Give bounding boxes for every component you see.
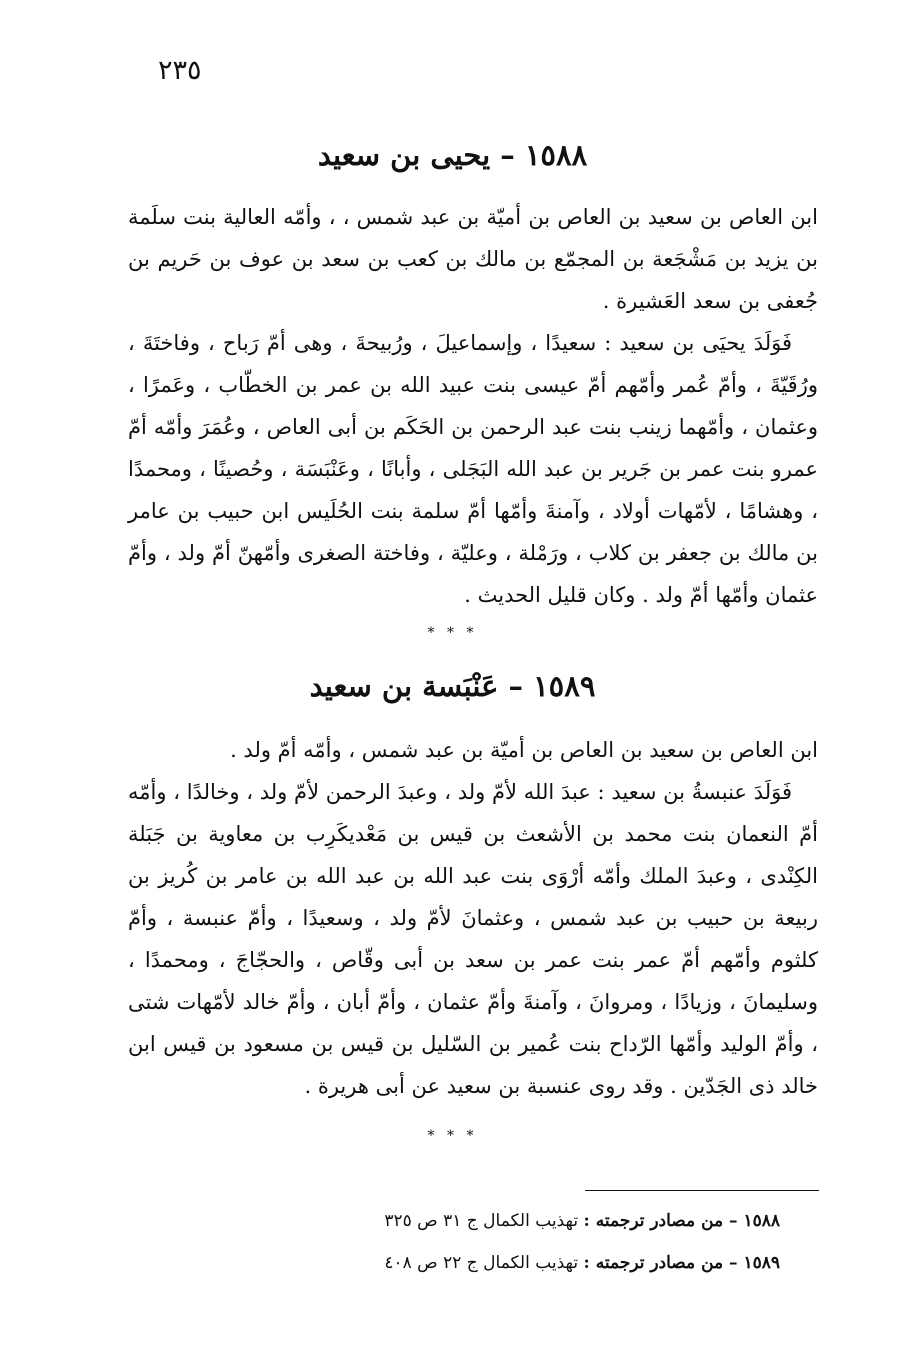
entry-title-1588: ١٥٨٨ – يحيى بن سعيد: [317, 138, 588, 172]
footnote-1588: [300, 1208, 780, 1234]
page-number: ٢٣٥: [158, 55, 202, 86]
footnote-lead: ١٥٨٩ – من مصادر ترجمته :: [583, 1253, 780, 1273]
footnote-1589: [300, 1250, 780, 1276]
section-separator: * * *: [427, 1128, 478, 1144]
entry-1588-paragraph-2: فَوَلَدَ يحيَى بن سعيد : سعيدًا ، وإسماعيلَ ، ورُبيحةَ ، وهى أمّ رَباح ، وفاختَةَ ، ورُقَيّةَ ، وأمّ عُمر وأمّهم أمّ عيسى بنت عبيد الله بن عمر بن الخطّاب ، وعَمرًا ، وعثمان ، وأمّهما زينب بنت عبد الرحمن بن الحَكَم بن أبى العاص ، وعُمَرَ وأمّه أمّ عمرو بنت عمر بن جَرير بن عبد الله البَجَلى ، وأبانًا ، وعَنْبَسَة ، وحُصينًا ، ومحمدًا ، وهشامًا ، لأمّهات أولاد ، وآمنةَ وأمّها أمّ سلمة بنت الحُلَيس ابن حبيب بن عامر بن مالك بن جعفر بن كلاب ، ورَمْلة ، وعليّة ، وفاختة الصغرى وأمّهنّ أمّ ولد ، وأمّ عثمان وأمّها أمّ ولد . وكان قليل الحديث .: [128, 331, 818, 607]
entry-1589-paragraph-1: ابن العاص بن سعيد بن العاص بن أميّة بن عبد شمس ، وأمّه أمّ ولد .: [230, 738, 818, 762]
section-separator: * * *: [427, 625, 478, 641]
entry-body-1588: [128, 196, 818, 616]
entry-title-1589: ١٥٨٩ – عَنْبَسة بن سعيد: [309, 669, 596, 703]
footnote-source: تهذيب الكمال ج ٢٢ ص ٤٠٨: [384, 1253, 579, 1273]
footnote-source: تهذيب الكمال ج ٣١ ص ٣٢٥: [384, 1211, 579, 1231]
footnote-lead: ١٥٨٨ – من مصادر ترجمته :: [583, 1211, 780, 1231]
entry-1588-paragraph-1: ابن العاص بن سعيد بن العاص بن أميّة بن عبد شمس ، ، وأمّه العالية بنت سلَمة بن يزيد بن مَشْجَعة بن المجمّع بن مالك بن كعب بن سعد بن عوف بن حَريم بن جُعفى بن سعد العَشيرة .: [128, 205, 818, 313]
entry-1589-paragraph-2: فَوَلَدَ عنبسةُ بن سعيد : عبدَ الله لأمّ ولد ، وعبدَ الرحمن لأمّ ولد ، وخالدًا ، وأمّه أمّ النعمان بنت محمد بن الأشعث بن قيس بن مَعْديكَرِب بن معاوية بن جَبَلة الكِنْدى ، وعبدَ الملك وأمّه أرْوَى بنت عبد الله بن عبد الله بن عامر بن كُريز بن ربيعة بن حبيب بن عبد شمس ، وعثمانَ لأمّ ولد ، وسعيدًا ، وأمّ عنبسة ، وأمّ كلثوم وأمّهم أمّ عمر بنت عمر بن سعد بن أبى وقّاص ، والحجّاجَ ، ومحمدًا ، وسليمانَ ، وزيادًا ، ومروانَ ، وآمنةَ وأمّ عثمان ، وأمّ أبان ، وأمّ خالد لأمّهات شتى ، وأمّ الوليد وأمّها الرّداح بنت عُمير بن السّليل بن قيس بن مسعود بن قيس ابن خالد ذى الجَدّين . وقد روى عنسبة بن سعيد عن أبى هريرة .: [128, 780, 818, 1098]
entry-body-1589: [128, 729, 818, 1107]
footnote-divider: [585, 1190, 819, 1191]
